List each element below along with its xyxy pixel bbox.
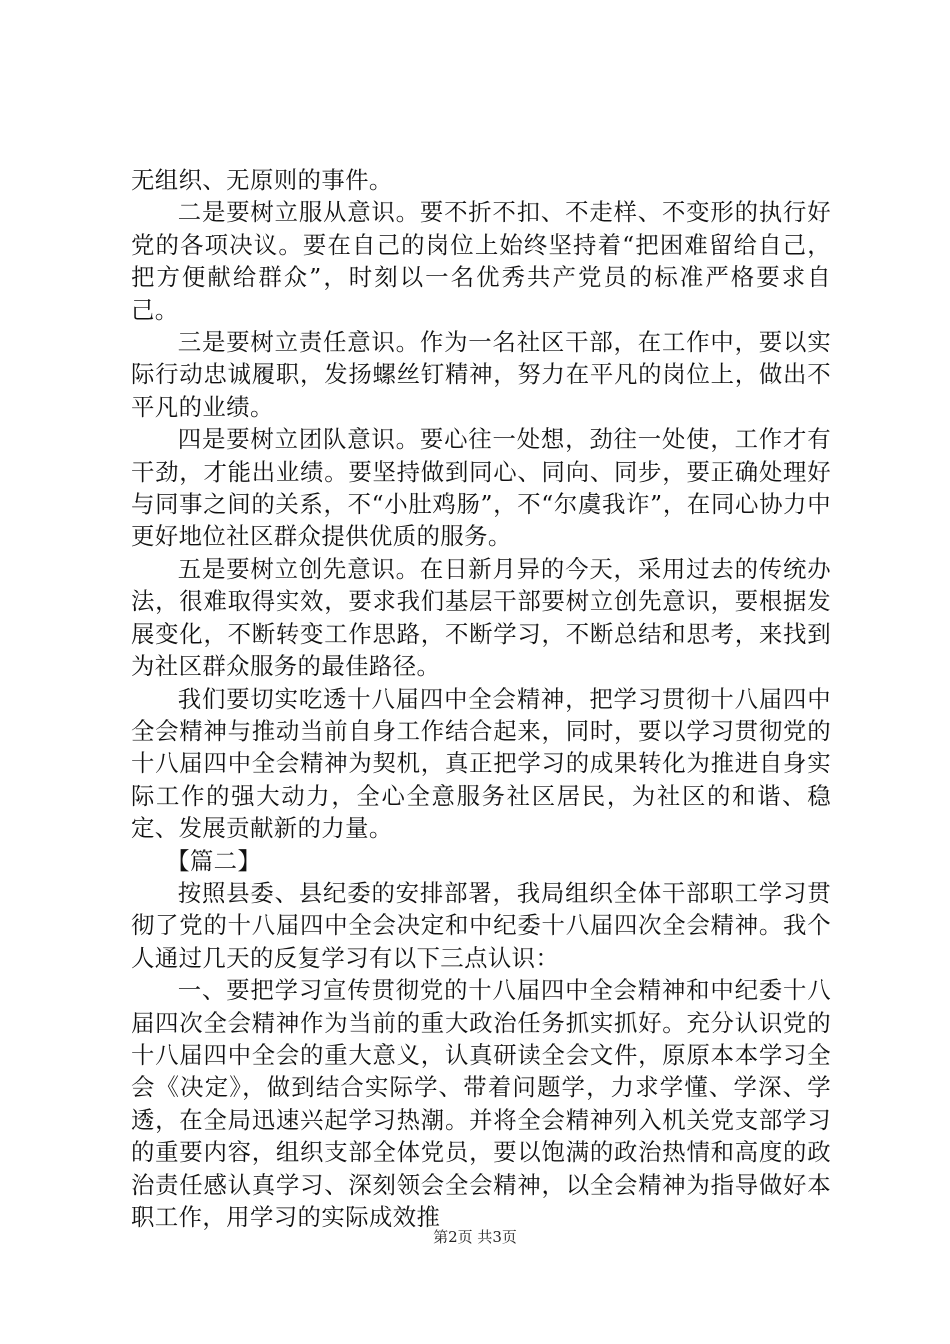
paragraph: 我们要切实吃透十八届四中全会精神，把学习贯彻十八届四中全会精神与推动当前自身工作结合起来，同时，要以学习贯彻党的十八届四中全会精神为契机，真正把学习的成果转化为推进自身实际工作的强大动力，全心全意服务社区居民，为社区的和谐、稳定、发展贡献新的力量。: [131, 684, 831, 843]
paragraph: 四是要树立团队意识。要心往一处想，劲往一处使，工作才有干劲，才能出业绩。要坚持做到同心、同向、同步，要正确处理好与同事之间的关系，不“小肚鸡肠”，不“尔虞我诈”，在同心协力中更好地位社区群众提供优质的服务。: [131, 425, 831, 551]
paragraph: 五是要树立创先意识。在日新月异的今天，采用过去的传统办法，很难取得实效，要求我们基层干部要树立创先意识，要根据发展变化，不断转变工作思路，不断学习，不断总结和思考，来找到为社区群众服务的最佳路径。: [131, 554, 831, 681]
paragraph: 三是要树立责任意识。作为一名社区干部，在工作中，要以实际行动忠诚履职，发扬螺丝钉精神，努力在平凡的岗位上，做出不平凡的业绩。: [131, 328, 831, 421]
document-body: [131, 164, 831, 1233]
paragraph: 一、要把学习宣传贯彻党的十八届四中全会精神和中纪委十八届四次全会精神作为当前的重大政治任务抓实抓好。充分认识党的十八届四中全会的重大意义，认真研读全会文件，原原本本学习全会《决定》，做到结合实际学、带着问题学，力求学懂、学深、学透，在全局迅速兴起学习热潮。并将全会精神列入机关党支部学习的重要内容，组织支部全体党员，要以饱满的政治热情和高度的政治责任感认真学习、深刻领会全会精神，以全会精神为指导做好本职工作，用学习的实际成效推: [131, 976, 831, 1231]
page-number-footer: 第2页 共3页: [433, 1228, 517, 1246]
paragraph: 二是要树立服从意识。要不折不扣、不走样、不变形的执行好党的各项决议。要在自己的岗位上始终坚持着“把困难留给自己，把方便献给群众”，时刻以一名优秀共产党员的标准严格要求自己。: [131, 198, 831, 324]
section-heading: 【篇二】: [166, 846, 262, 875]
paragraph: 按照县委、县纪委的安排部署，我局组织全体干部职工学习贯彻了党的十八届四中全会决定和中纪委十八届四次全会精神。我个人通过几天的反复学习有以下三点认识：: [131, 878, 831, 972]
paragraph: 无组织、无原则的事件。: [131, 166, 393, 194]
